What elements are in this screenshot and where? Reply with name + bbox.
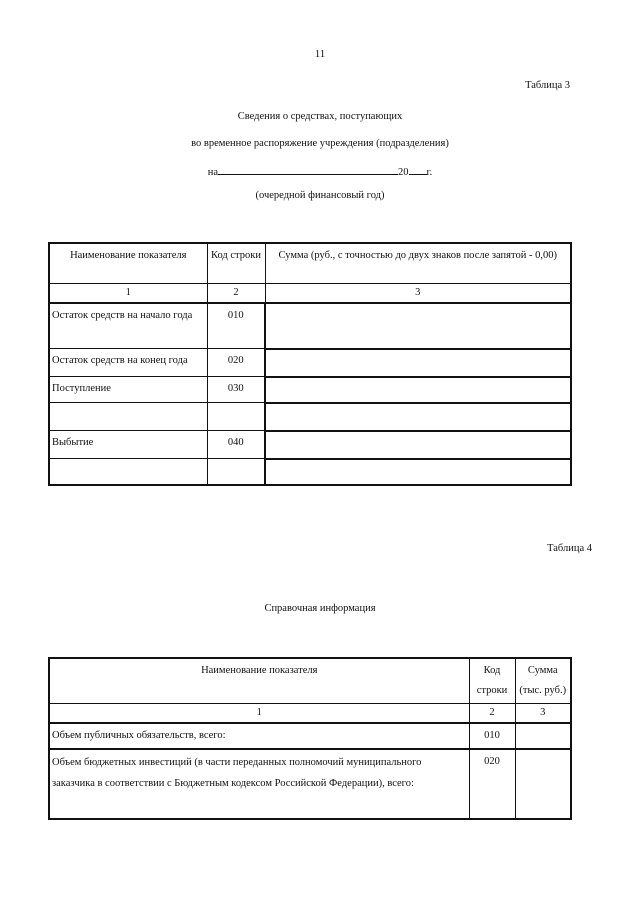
table-row bbox=[49, 377, 571, 403]
header-name: Наименование показателя bbox=[49, 658, 469, 704]
row-name: Объем бюджетных инвестиций (в части переданных полномочий муниципального заказчика в соответствии с Бюджетным кодексом Российской Федерации), всего: bbox=[49, 749, 469, 819]
header-code: Код строки bbox=[469, 658, 515, 704]
date-prefix: на bbox=[207, 167, 219, 178]
table-row bbox=[49, 349, 571, 377]
row-code: 010 bbox=[469, 723, 515, 749]
row-sum bbox=[265, 459, 571, 485]
header-sum: Сумма (руб., с точностью до двух знаков после запятой - 0,00) bbox=[265, 243, 571, 283]
table3-date-line bbox=[0, 164, 640, 178]
colnum-3: 3 bbox=[515, 704, 571, 724]
colnum-3: 3 bbox=[265, 283, 571, 303]
date-year-prefix: 20 bbox=[398, 167, 409, 178]
date-blank bbox=[218, 164, 398, 175]
row-code: 030 bbox=[207, 377, 265, 403]
row-code bbox=[207, 403, 265, 431]
colnum-1: 1 bbox=[49, 704, 469, 724]
page-number: 11 bbox=[314, 48, 326, 60]
table-row bbox=[49, 723, 571, 749]
row-name: Поступление bbox=[49, 377, 207, 403]
row-code: 020 bbox=[207, 349, 265, 377]
row-sum bbox=[265, 377, 571, 403]
header-name: Наименование показателя bbox=[49, 243, 207, 283]
table4-colnum-row bbox=[49, 704, 571, 724]
row-sum bbox=[265, 403, 571, 431]
table4-header-row bbox=[49, 658, 571, 704]
row-sum bbox=[265, 303, 571, 349]
row-sum bbox=[515, 723, 571, 749]
header-sum: Сумма (тыс. руб.) bbox=[515, 658, 571, 704]
table3-header-row bbox=[49, 243, 571, 283]
year-blank bbox=[409, 164, 427, 175]
table-row bbox=[49, 403, 571, 431]
table4-label: Таблица 4 bbox=[547, 543, 592, 554]
table3-note: (очередной финансовый год) bbox=[255, 190, 385, 201]
row-code: 040 bbox=[207, 431, 265, 459]
table-row bbox=[49, 749, 571, 819]
row-name bbox=[49, 403, 207, 431]
table-row bbox=[49, 459, 571, 485]
row-name: Объем публичных обязательств, всего: bbox=[49, 723, 469, 749]
colnum-2: 2 bbox=[207, 283, 265, 303]
row-code: 010 bbox=[207, 303, 265, 349]
table3-label: Таблица 3 bbox=[525, 80, 570, 91]
row-name: Остаток средств на начало года bbox=[49, 303, 207, 349]
row-code bbox=[207, 459, 265, 485]
row-sum bbox=[265, 431, 571, 459]
table-row bbox=[49, 303, 571, 349]
date-suffix: г. bbox=[426, 167, 433, 178]
table4-title: Справочная информация bbox=[264, 603, 376, 614]
row-code: 020 bbox=[469, 749, 515, 819]
row-sum bbox=[265, 349, 571, 377]
table3-title-line2: во временное распоряжение учреждения (подразделения) bbox=[191, 138, 449, 149]
header-code-text: Код строки bbox=[211, 250, 261, 261]
colnum-1: 1 bbox=[49, 283, 207, 303]
row-name: Остаток средств на конец года bbox=[49, 349, 207, 377]
table-row bbox=[49, 431, 571, 459]
row-name: Выбытие bbox=[49, 431, 207, 459]
table3-colnum-row bbox=[49, 283, 571, 303]
table4 bbox=[48, 657, 572, 820]
header-code bbox=[207, 243, 265, 283]
table3 bbox=[48, 242, 572, 486]
table3-title-line1: Сведения о средствах, поступающих bbox=[237, 111, 403, 122]
row-name bbox=[49, 459, 207, 485]
colnum-2: 2 bbox=[469, 704, 515, 724]
row-sum bbox=[515, 749, 571, 819]
